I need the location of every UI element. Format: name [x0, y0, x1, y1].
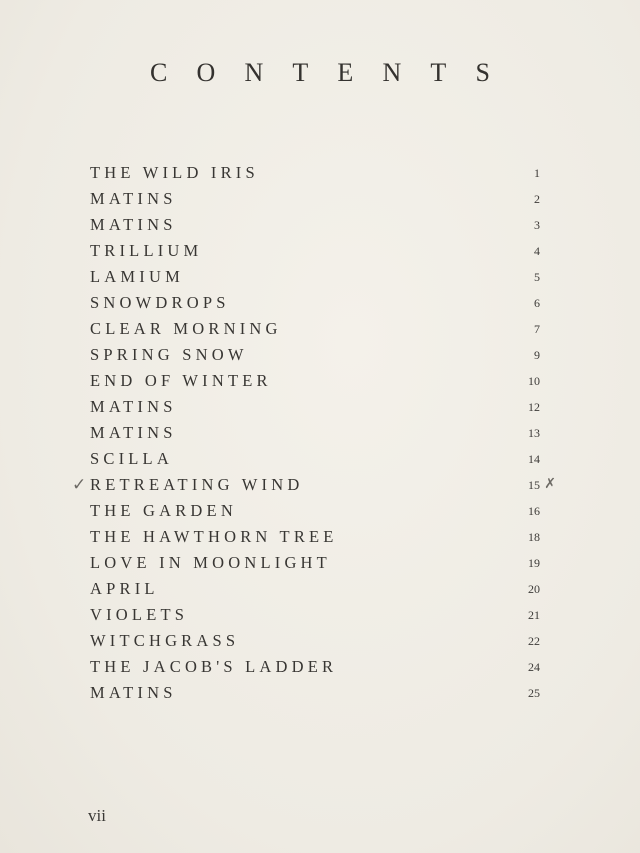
toc-entry-title: LOVE IN MOONLIGHT [90, 553, 331, 572]
toc-entry-page: 18 [528, 529, 540, 544]
toc-entry-page: 20 [528, 581, 540, 596]
toc-entry-title: SNOWDROPS [90, 293, 230, 312]
toc-entry [72, 472, 556, 498]
toc-entry [90, 524, 542, 550]
handwritten-cross-mark-icon: ✗ [544, 476, 556, 492]
toc-entry-title: THE JACOB'S LADDER [90, 657, 338, 676]
heading-letter: N [382, 58, 402, 87]
toc-entry-title: WITCHGRASS [90, 631, 240, 650]
toc-entry-title: SPRING SNOW [90, 345, 248, 364]
toc-entry [90, 238, 542, 264]
toc-entry-title: MATINS [90, 397, 177, 416]
toc-entry-page: 6 [534, 295, 540, 310]
toc-entry-page: 25 [528, 685, 540, 700]
toc-entry [90, 290, 542, 316]
toc-entry-page: 16 [528, 503, 540, 518]
toc-entry-title: MATINS [90, 215, 177, 234]
toc-entry-page: 9 [534, 347, 540, 362]
toc-entry [90, 368, 542, 394]
toc-entry-page: 19 [528, 555, 540, 570]
toc-entry-title: RETREATING WIND [90, 475, 304, 494]
toc-entry-page: 15 [528, 477, 540, 492]
toc-entry [90, 654, 542, 680]
toc-entry [90, 602, 542, 628]
toc-entry-page: 1 [534, 165, 540, 180]
toc-entry-title: END OF WINTER [90, 371, 272, 390]
toc-entry [90, 446, 542, 472]
heading-letter: T [430, 58, 447, 87]
toc-entry-page: 2 [534, 191, 540, 206]
toc-entry-title: SCILLA [90, 449, 173, 468]
toc-entry [90, 420, 542, 446]
toc-entry [90, 186, 542, 212]
toc-entry [90, 680, 542, 706]
toc-entry-page: 13 [528, 425, 540, 440]
toc-entry-title: VIOLETS [90, 605, 189, 624]
heading-letter: S [475, 58, 490, 87]
toc-entry-title: TRILLIUM [90, 241, 203, 260]
toc-entry [90, 394, 542, 420]
heading-letter: C [150, 58, 168, 87]
toc-entry-title: CLEAR MORNING [90, 319, 282, 338]
toc-entry-page: 12 [528, 399, 540, 414]
toc-entry [90, 628, 542, 654]
table-of-contents [72, 160, 556, 706]
heading-letter: O [196, 58, 216, 87]
toc-entry [90, 264, 542, 290]
toc-entry [90, 576, 542, 602]
toc-entry-title: APRIL [90, 579, 159, 598]
toc-entry [90, 160, 542, 186]
toc-entry-title: LAMIUM [90, 267, 184, 286]
toc-entry [90, 342, 542, 368]
toc-entry-title: THE WILD IRIS [90, 163, 259, 182]
toc-entry [90, 316, 542, 342]
toc-entry-title: THE GARDEN [90, 501, 237, 520]
toc-entry [90, 498, 542, 524]
toc-entry-title: THE HAWTHORN TREE [90, 527, 338, 546]
toc-entry-page: 3 [534, 217, 540, 232]
toc-entry-title: MATINS [90, 423, 177, 442]
toc-entry-page: 21 [528, 607, 540, 622]
toc-entry-page: 5 [534, 269, 540, 284]
handwritten-check-mark-icon: ✓ [72, 475, 87, 495]
heading-letter: T [292, 58, 309, 87]
toc-entry [90, 550, 542, 576]
toc-entry-title: MATINS [90, 683, 177, 702]
toc-entry [90, 212, 542, 238]
toc-entry-title: MATINS [90, 189, 177, 208]
heading-letter: E [337, 58, 354, 87]
toc-entry-page: 14 [528, 451, 540, 466]
toc-entry-page: 10 [528, 373, 540, 388]
heading-letter: N [244, 58, 264, 87]
page-folio: vii [88, 806, 106, 825]
toc-entry-page: 22 [528, 633, 540, 648]
toc-entry-page: 7 [534, 321, 540, 336]
contents-heading [150, 58, 490, 88]
toc-entry-page: 4 [534, 243, 540, 258]
toc-entry-page: 24 [528, 659, 540, 674]
